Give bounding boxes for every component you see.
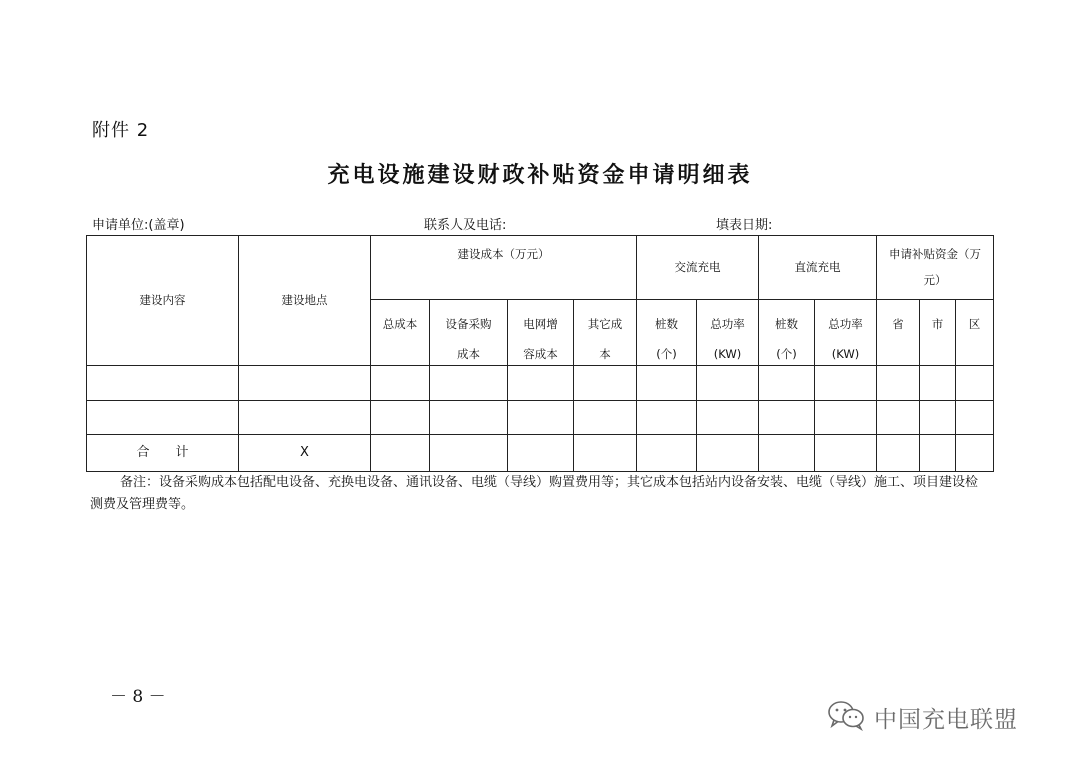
sub-grid-line1: 电网增: [523, 317, 558, 331]
sub-dc-power: [815, 300, 877, 366]
sub-ac-power-line1: 总功率: [710, 317, 745, 331]
watermark-text: 中国充电联盟: [874, 706, 1018, 733]
page-number: － 8 －: [110, 687, 166, 707]
header-cost: 建设成本（万元）: [371, 236, 637, 300]
total-row-label: 合 计: [87, 435, 239, 472]
sub-district: 区: [956, 300, 994, 366]
table-note: 备注：设备采购成本包括配电设备、充换电设备、通讯设备、电缆（导线）购置费用等；其它成本包括站内设备安装、电缆（导线）施工、项目建设检测费及管理费等。: [90, 475, 979, 512]
header-subsidy-line1: 申请补贴资金（万: [889, 246, 981, 261]
sub-dc-piles-line2: (个): [776, 346, 797, 361]
sub-other-line2: 本: [599, 346, 611, 361]
header-dc-charging: 直流充电: [759, 236, 877, 300]
total-row: [87, 435, 994, 472]
sub-dc-piles: [759, 300, 815, 366]
sub-equipment-line2: 成本: [457, 346, 480, 361]
sub-ac-power: [697, 300, 759, 366]
sub-equipment-line1: 设备采购: [445, 317, 492, 331]
header-ac-charging: 交流充电: [637, 236, 759, 300]
sub-grid-line2: 容成本: [523, 346, 558, 361]
table-row: [87, 401, 994, 435]
subsidy-table: [86, 235, 994, 472]
sub-ac-power-line2: (KW): [713, 346, 742, 361]
applicant-label: 申请单位:(盖章): [92, 218, 185, 233]
sub-ac-piles: [637, 300, 697, 366]
sub-city: 市: [920, 300, 956, 366]
sub-equipment-cost: [430, 300, 508, 366]
sub-other-line1: 其它成: [587, 317, 623, 331]
page-title: 充电设施建设财政补贴资金申请明细表: [327, 163, 753, 188]
sub-dc-piles-line1: 桩数: [775, 317, 798, 331]
sub-grid-cost: [508, 300, 574, 366]
header-location: 建设地点: [239, 236, 371, 366]
sub-dc-power-line2: (KW): [831, 346, 860, 361]
header-subsidy: [877, 236, 994, 300]
sub-ac-piles-line1: 桩数: [655, 317, 678, 331]
total-row-location: X: [239, 435, 371, 472]
contact-label: 联系人及电话:: [424, 218, 507, 233]
table-row: [87, 366, 994, 401]
fill-date-label: 填表日期:: [716, 218, 773, 233]
sub-ac-piles-line2: (个): [656, 346, 677, 361]
sub-other-cost: [574, 300, 637, 366]
sub-total-cost: 总成本: [371, 300, 430, 366]
header-content: 建设内容: [87, 236, 239, 366]
sub-dc-power-line1: 总功率: [828, 317, 863, 331]
attachment-label: 附件 2: [92, 120, 150, 141]
watermark: [826, 700, 1018, 734]
header-subsidy-line2: 元）: [923, 272, 947, 287]
sub-province: 省: [877, 300, 920, 366]
wechat-icon: [826, 699, 866, 735]
